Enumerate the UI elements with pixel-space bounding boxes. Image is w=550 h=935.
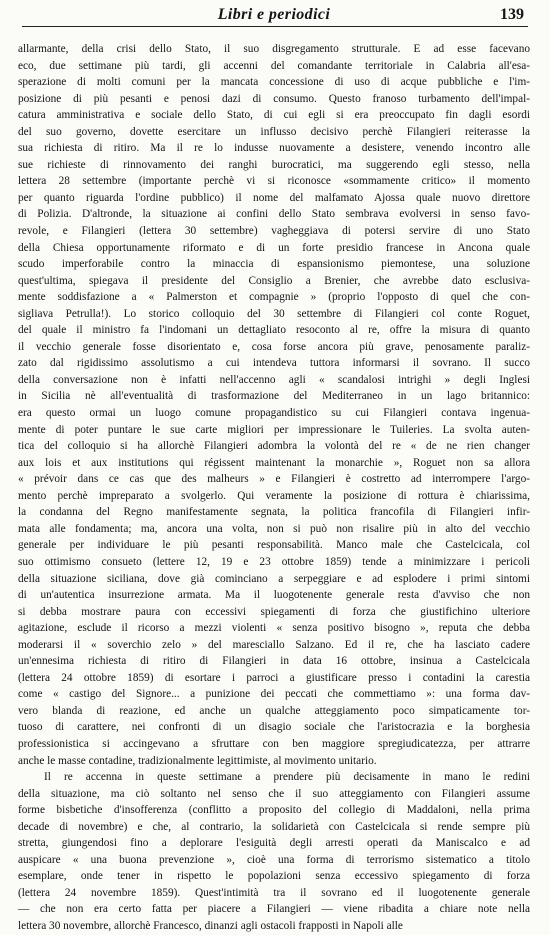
text-line: moderarsi il « soverchio zelo » del maresciallo Salzano. Ed il re, che ha lasciato cadere [18,638,530,651]
text-line: generale per individuare le più pesanti responsabilità. Manco male che Castelcicala, col [18,539,530,552]
text-line: della Chiesa opportunamente riformato e di un forte presidio francese in Ancona quale [18,241,530,254]
text-line: (lettera 24 novembre 1859). Quest'intimità tra il sovrano ed il luogotenente generale [18,886,530,899]
text-line: sue richieste di rinnovamento dei ranghi burocratici, ma suggerendo egli stesso, nella [18,158,530,171]
text-line: auspicare « una buona prevenzione », cioè una forma di terrorismo sistematico a titolo [18,853,530,866]
text-line: « prévoir dans ce cas que des malheurs » e Filangieri è costretto ad interrompere l'argo- [18,473,530,486]
text-line: vero blanda di reazione, ed anche un qualche atteggiamento poco simpaticamente tor- [18,704,530,717]
page-number: 139 [500,6,524,23]
text-line: un'ennesima richiesta di ritiro di Filangieri in data 16 ottobre, insinua a Castelcicala [18,655,530,668]
text-line: mente soddisfazione a « Palmerston et compagnie » (proprio l'opposto di quel che con- [18,291,530,304]
text-line: (lettera 24 ottobre 1859) di esortare i parroci a giustificare presso i contadini la carestia [18,671,530,684]
text-line: sigliava Petrulla!). Lo storico colloquio del 30 settembre di Filangieri col conte Roguet, [18,307,530,320]
text-line: lettera 28 settembre (importante perchè vi si riconosce «sommamente critico» il momento [18,175,530,188]
text-line: per quanto riguarda l'ordine pubblico) il nome del malfamato Ajossa quale nuovo direttore [18,191,530,204]
text-line: tuoso di carattere, nei confronti di un disagio sociale che l'aristocrazia e la borghesia [18,721,530,734]
text-line: di un'autentica insurrezione armata. Ma il luogotenente generale resta d'avviso che non [18,589,530,602]
text-line: mata alle fondamenta; ma, ancora una volta, non si può non risalire più in alto del vecchio [18,522,530,535]
text-line: forme bisbetiche d'insofferenza (conflitto a proposito del collegio di Maddaloni, nella prima [18,804,530,817]
text-line: sua richiesta di ritiro. Ma il re lo indusse nuovamente a desistere, venendo incontro alle [18,142,530,155]
text-line: decade di novembre) e che, al contrario, la solidarietà con Castelcicala si rende sempre più [18,820,530,833]
text-line: di Polizia. D'altronde, la situazione ai confini dello Stato sembrava evolversi in senso favo- [18,208,530,221]
body-text [18,41,530,935]
paragraph [18,769,530,934]
running-title: Libri e periodici [217,6,331,23]
text-line: aux lois et aux institutions qui régissent maintenant la monarchie », Roguet non sa allora [18,456,530,469]
text-line: della situazione siciliana, dove già cominciano a serpeggiare e ad esplodere i primi sintomi [18,572,530,585]
text-line: sperazione di molti comuni per la mancata concessione di uso di acque pubbliche e l'im- [18,76,530,89]
text-line: agitazione, esclude il ricorso a mezzi violenti « senza positivo bisogno », reputa che debba [18,622,530,635]
text-line: era questo ormai un luogo comune propagandistico su cui Filangieri contava ingenua- [18,407,530,420]
text-line: del suo governo, dovette esercitare un influsso decisivo perchè Filangieri reiterasse la [18,125,530,138]
text-line: della situazione, ma ciò soltanto nel senso che il suo atteggiamento con Filangieri assume [18,787,530,800]
text-line: — che non era certo fatta per piacere a Filangieri — viene ribadita a chiare note nella [18,903,530,916]
running-header [18,6,530,28]
text-line: come « castigo del Signore... a punizione dei peccati che commettiamo »: una forma dav- [18,688,530,701]
text-line: tica del colloquio si ha allorchè Filangieri adombra la volontà del re « de ne rien changer [18,440,530,453]
text-line: si debba mostrare paura con eccessivi spiegamenti di forza che giustifichino ulteriore [18,605,530,618]
text-line: anche le masse contadine, tradizionalmente legittimiste, al movimento unitario. [18,754,377,767]
text-line: quest'ultima, spiegava il presidente del Consiglio a Brenier, che avrebbe dato esclusiva- [18,274,530,287]
text-line: la condanna del Regno manifestamente segnata, la politica francofila di Filangieri infir- [18,506,530,519]
text-line: suo ottimismo consueto (lettere 12, 19 e 23 ottobre 1859) tende a minimizzare i pericoli [18,555,530,568]
text-line: in Sicilia nè all'eventualità di trasformazione del Mediterraneo in un lago britannico: [18,390,530,403]
text-line: zato dal rigidissimo assolutismo a cui intendeva tuttora informarsi il sovrano. Il succo [18,357,530,370]
text-line: revole, e Filangieri (lettera 30 settembre) vagheggiava di potersi servire di uno Stato [18,225,530,238]
text-line: il vecchio generale fosse disorientato e, cosa forse ancora più grave, penosamente paraliz- [18,340,530,353]
text-line: catura amministrativa e sociale dello Stato, di cui egli si era preoccupato fin dagli esordi [18,109,530,122]
text-line: eco, due settimane più tardi, gli accenni del comandante territoriale in Calabria all'esa- [18,59,530,72]
text-line: Il re accenna in queste settimane a prendere più decisamente in mano le redini [44,771,530,784]
text-line: della conversazione non è infatti nell'accenno agli « scandalosi intrighi » degli Inglesi [18,373,530,386]
text-line: mente di poter puntare le sue carte migliori per impressionare le Tuileries. La svolta auten- [18,423,530,436]
text-line: scudo imperforabile contro la minaccia di espansionismo piemontese, una soluzione [18,258,530,271]
text-line: mento perchè impreparato a svolgerlo. Qui veramente la posizione di rottura è chiarissima, [18,489,530,502]
text-line: lettera 30 novembre, allorchè Francesco, dinanzi agli ostacoli frapposti in Napoli alle [18,919,403,932]
text-line: posizione di più pesanti e penosi dazi di consumo. Questo franoso turbamento dell'impal- [18,92,530,105]
text-line: allarmante, della crisi dello Stato, il suo disgregamento strutturale. E ad esse facevano [18,43,530,55]
header-rule [22,26,528,27]
paragraph [18,41,530,769]
text-line: del quale il ministro fa l'indomani un dettagliato resoconto al re, offre la misura di quanto [18,324,530,337]
text-line: esemplare, onde tener in rispetto le popolazioni senza eccessivo spiegamento di forza [18,870,530,883]
text-line: stretta, giungendosi fino a deplorare l'esiguità degli arresti operati da Maniscalco e ad [18,837,530,850]
text-line: professionistica si accingevano a sfruttare con ben maggiore spregiudicatezza, per attrarre [18,737,530,750]
